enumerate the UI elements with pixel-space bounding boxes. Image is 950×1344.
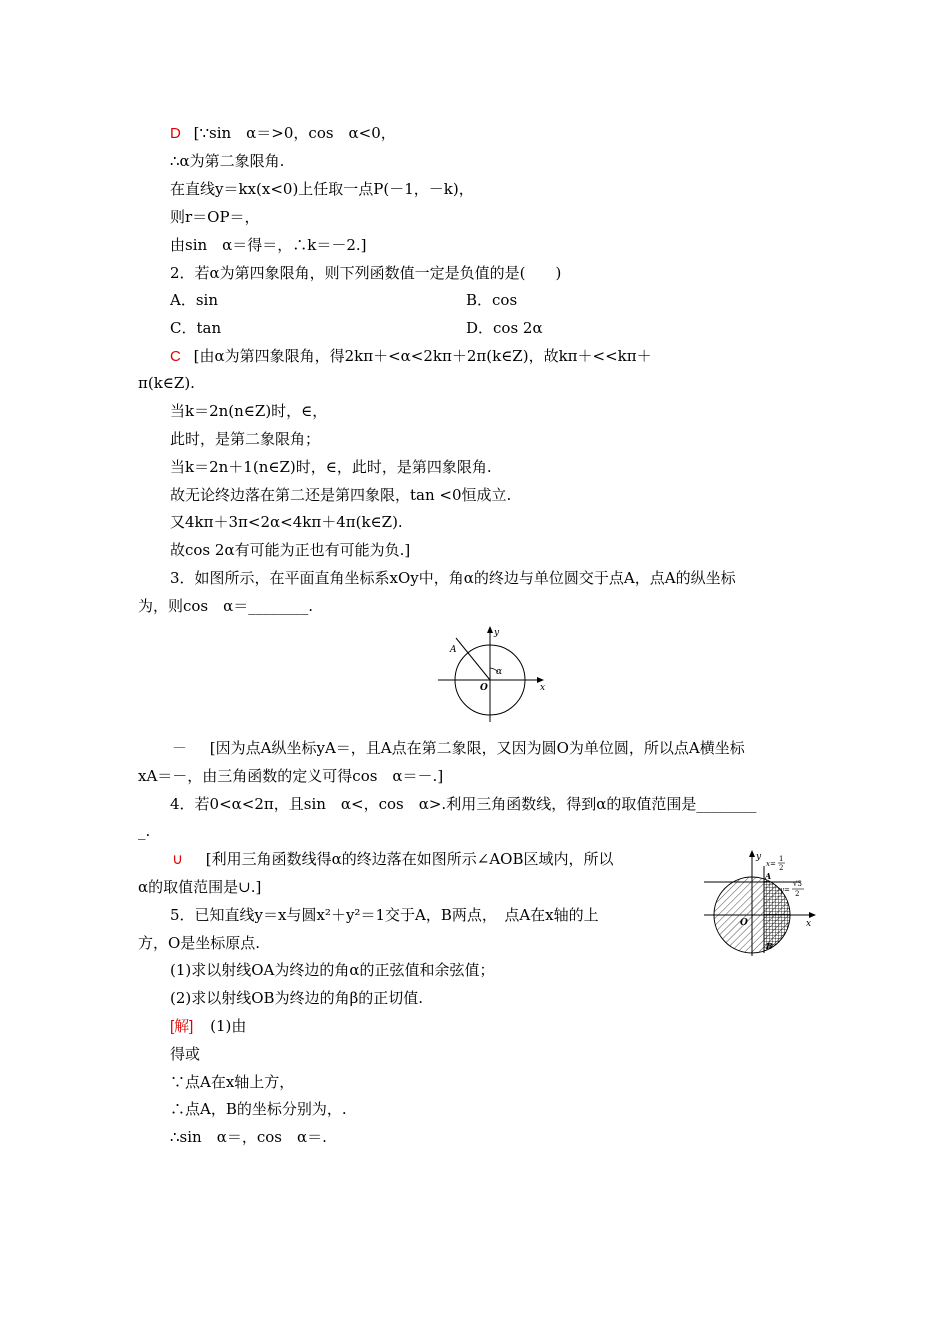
question-stem: 4．若0<α<2π，且sin α<，cos α>.利用三角函数线，得到α的取值范围是________ [170,795,757,813]
solution-line: [∵sin α＝>0，cos α<0， [193,124,396,142]
option-b: B．cos [466,291,518,309]
sub-question: (2)求以射线OB为终边的角β的正切值. [170,989,424,1007]
solution-line: π(k∈Z). [138,374,195,392]
sub-question: (1)求以射线OA为终边的角α的正弦值和余弦值； [170,961,495,979]
solution-line: 故无论终边落在第二还是第四象限，tan <0恒成立. [170,486,512,504]
y-equation-label: y= [780,886,790,894]
point-a-label: A [765,871,772,881]
solution-line: 在直线y＝kx(x<0)上任取一点P(－1，－k)， [170,180,474,198]
solution-line: 当k＝2n＋1(n∈Z)时，∈，此时，是第四象限角. [170,458,492,476]
alpha-label: α [496,667,503,677]
solution-line: (1)由 [210,1017,247,1035]
solution-tag: [解] [170,1018,194,1035]
solution-line: [因为点A纵坐标yA＝，且A点在第二象限，又因为圆O为单位圆，所以点A横坐标 [209,739,745,757]
solution-line: 此时，是第二象限角； [170,430,321,448]
root-denominator: 2 [795,890,800,898]
solution-line: 又4kπ＋3π<2α<4kπ＋4π(k∈Z). [170,513,403,531]
solution-line: 由sin α＝得＝，∴k＝－2.] [170,236,367,254]
option-a: A．sin [170,291,218,309]
solution-line: 故cos 2α有可能为正也有可能为负.] [170,541,411,559]
solution-line: ∴sin α＝，cos α＝. [170,1128,327,1146]
root-numerator: √3 [793,880,802,888]
option-c: C．tan [170,319,222,337]
solution-line: [由α为第四象限角，得2kπ＋<α<2kπ＋2π(k∈Z)，故kπ＋<<kπ＋ [193,347,652,365]
x-axis-label: x [540,683,546,693]
origin-label: O [740,918,748,928]
solution-line: 当k＝2n(n∈Z)时，∈， [170,402,328,420]
origin-label: O [480,683,488,693]
solution-line: ∴点A，B的坐标分别为，. [170,1100,347,1118]
answer-label: D [170,125,181,142]
solution-line: xA＝－，由三角函数的定义可得cos α＝－.] [138,767,444,785]
answer-label: ∪ [172,851,183,868]
x-axis-label: x [806,919,812,929]
solution-line: 则r＝OP＝， [170,208,260,226]
half-numerator: 1 [779,855,784,863]
question-stem: 2．若α为第四象限角，则下列函数值一定是负值的是( ) [170,264,562,282]
half-denominator: 2 [779,864,784,872]
solution-line: 得或 [170,1045,201,1063]
answer-label: － [172,740,188,757]
y-axis-label: y [756,852,762,862]
question-stem: 3．如图所示，在平面直角坐标系xOy中，角α的终边与单位圆交于点A，点A的纵坐标 [170,569,736,587]
answer-label: C [170,348,181,365]
unit-circle-figure [430,622,550,724]
question-stem: 为，则cos α＝________. [138,597,314,615]
point-a-label: A [450,645,457,655]
solution-line: α的取值范围是∪.] [138,878,262,896]
question-stem: _. [138,822,151,840]
solution-line: ∴α为第二象限角. [170,152,285,170]
y-axis-label: y [494,628,500,638]
trig-line-figure [700,848,818,958]
question-stem: 方，O是坐标原点. [138,934,261,952]
point-b-label: B [766,941,773,951]
x-equation-label: x= [766,860,776,868]
question-stem: 5．已知直线y＝x与圆x²＋y²＝1交于A，B两点， 点A在x轴的上 [170,906,599,924]
solution-line: ∵点A在x轴上方， [170,1073,295,1091]
option-d: D．cos 2α [466,319,543,337]
solution-line: [利用三角函数线得α的终边落在如图所示∠AOB区域内，所以 [205,850,614,868]
